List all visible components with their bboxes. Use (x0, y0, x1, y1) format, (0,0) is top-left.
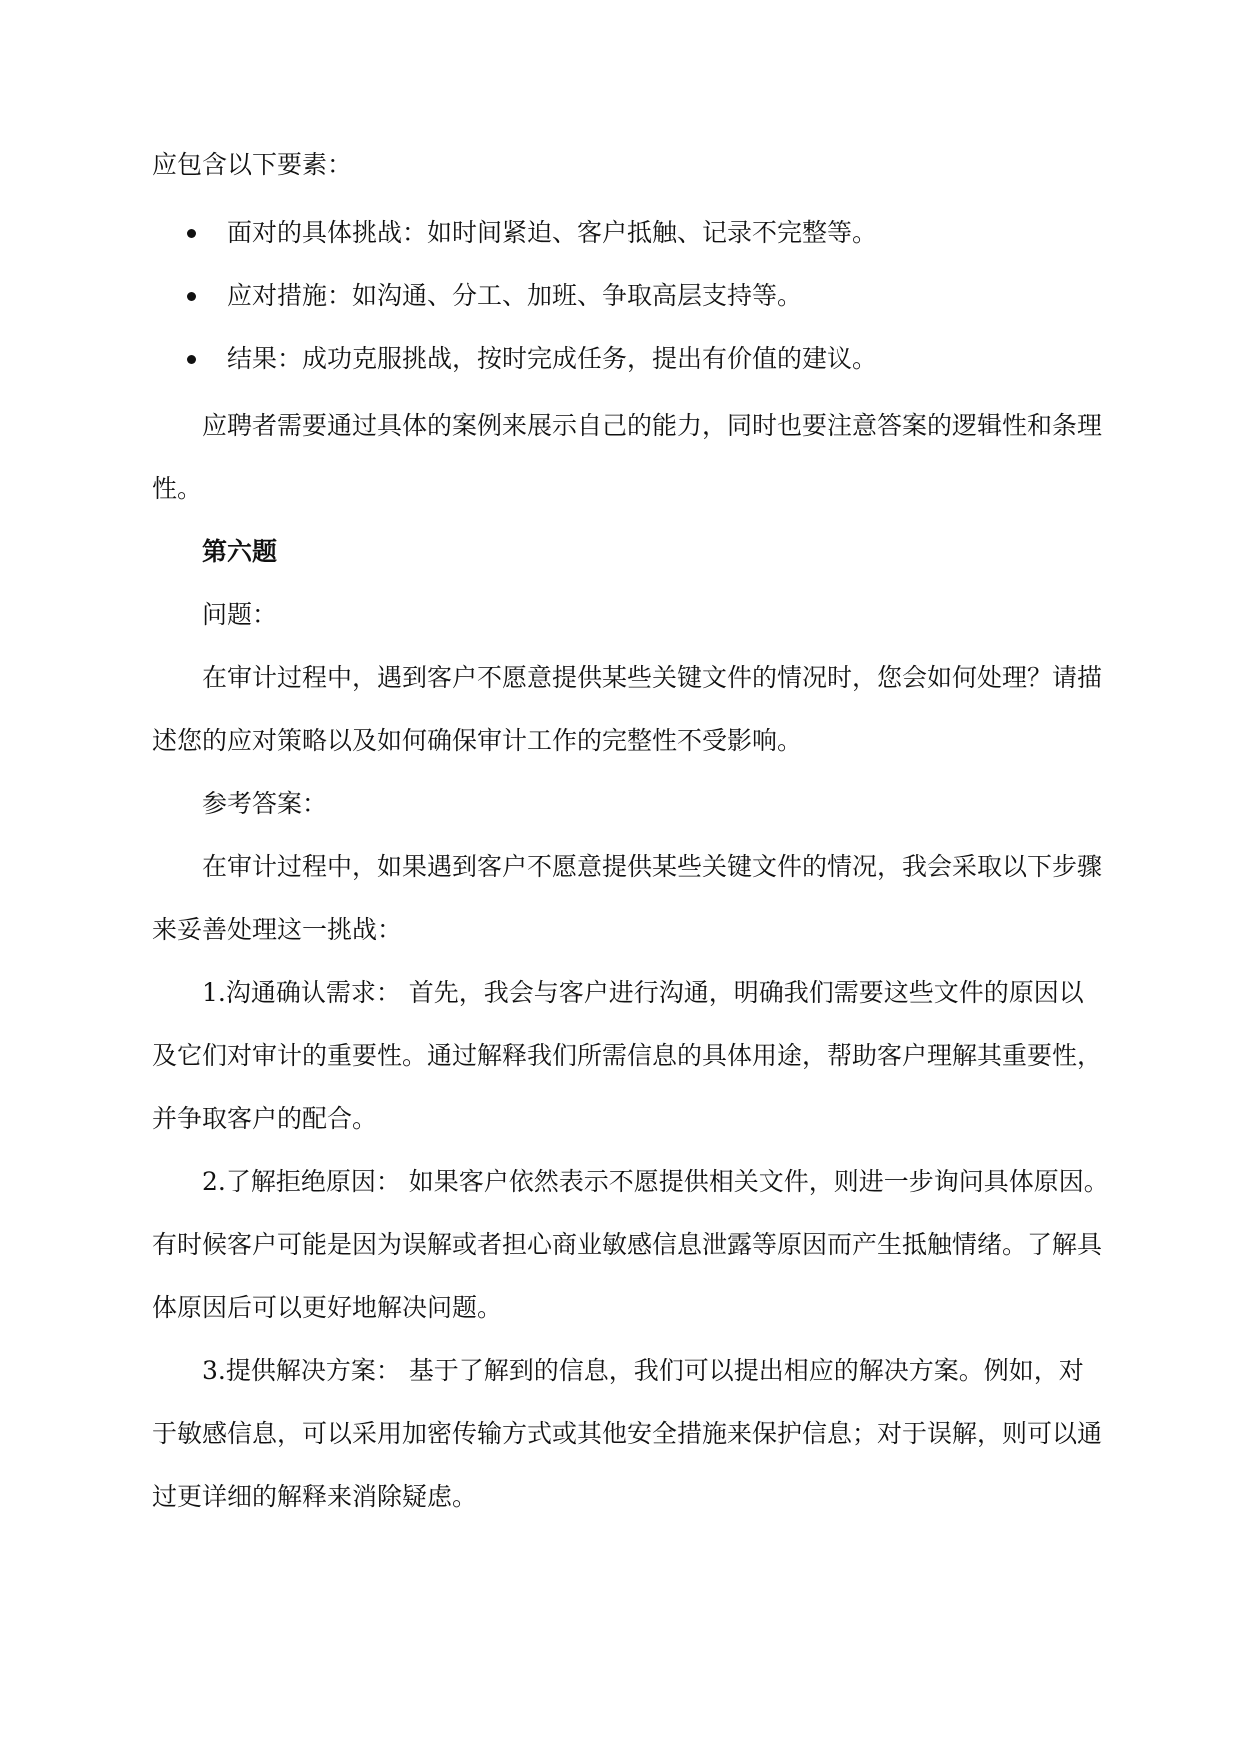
bullet-dot-icon (187, 292, 196, 301)
bullet-item: 应对措施：如沟通、分工、加班、争取高层支持等。 (227, 281, 803, 310)
section-heading: 第六题 (202, 537, 278, 566)
bullet-dot-icon (187, 355, 196, 364)
step-line: 3.提供解决方案： 基于了解到的信息，我们可以提出相应的解决方案。例如，对 (202, 1356, 1084, 1385)
bullet-item: 面对的具体挑战：如时间紧迫、客户抵触、记录不完整等。 (227, 218, 878, 247)
answer-intro-line: 在审计过程中，如果遇到客户不愿意提供某些关键文件的情况，我会采取以下步骤 (202, 852, 1103, 881)
step-line: 1.沟通确认需求： 首先，我会与客户进行沟通，明确我们需要这些文件的原因以 (202, 978, 1084, 1007)
question-label: 问题： (202, 600, 278, 629)
step-line: 2.了解拒绝原因： 如果客户依然表示不愿提供相关文件，则进一步询问具体原因。 (202, 1167, 1109, 1196)
step-line: 体原因后可以更好地解决问题。 (152, 1293, 503, 1322)
intro-line: 应包含以下要素： (152, 150, 353, 179)
question-line: 述您的应对策略以及如何确保审计工作的完整性不受影响。 (152, 726, 803, 755)
answer-intro-line: 来妥善处理这一挑战： (152, 915, 403, 944)
summary-line: 应聘者需要通过具体的案例来展示自己的能力，同时也要注意答案的逻辑性和条理 (202, 411, 1103, 440)
question-line: 在审计过程中，遇到客户不愿意提供某些关键文件的情况时，您会如何处理？请描 (202, 663, 1103, 692)
bullet-dot-icon (187, 229, 196, 238)
step-line: 及它们对审计的重要性。通过解释我们所需信息的具体用途，帮助客户理解其重要性， (152, 1041, 1103, 1070)
step-line: 并争取客户的配合。 (152, 1104, 378, 1133)
answer-label: 参考答案： (202, 789, 328, 818)
step-line: 过更详细的解释来消除疑虑。 (152, 1482, 478, 1511)
bullet-item: 结果：成功克服挑战，按时完成任务，提出有价值的建议。 (227, 344, 878, 373)
step-line: 于敏感信息，可以采用加密传输方式或其他安全措施来保护信息；对于误解，则可以通 (152, 1419, 1103, 1448)
step-line: 有时候客户可能是因为误解或者担心商业敏感信息泄露等原因而产生抵触情绪。了解具 (152, 1230, 1103, 1259)
summary-line: 性。 (152, 474, 203, 503)
